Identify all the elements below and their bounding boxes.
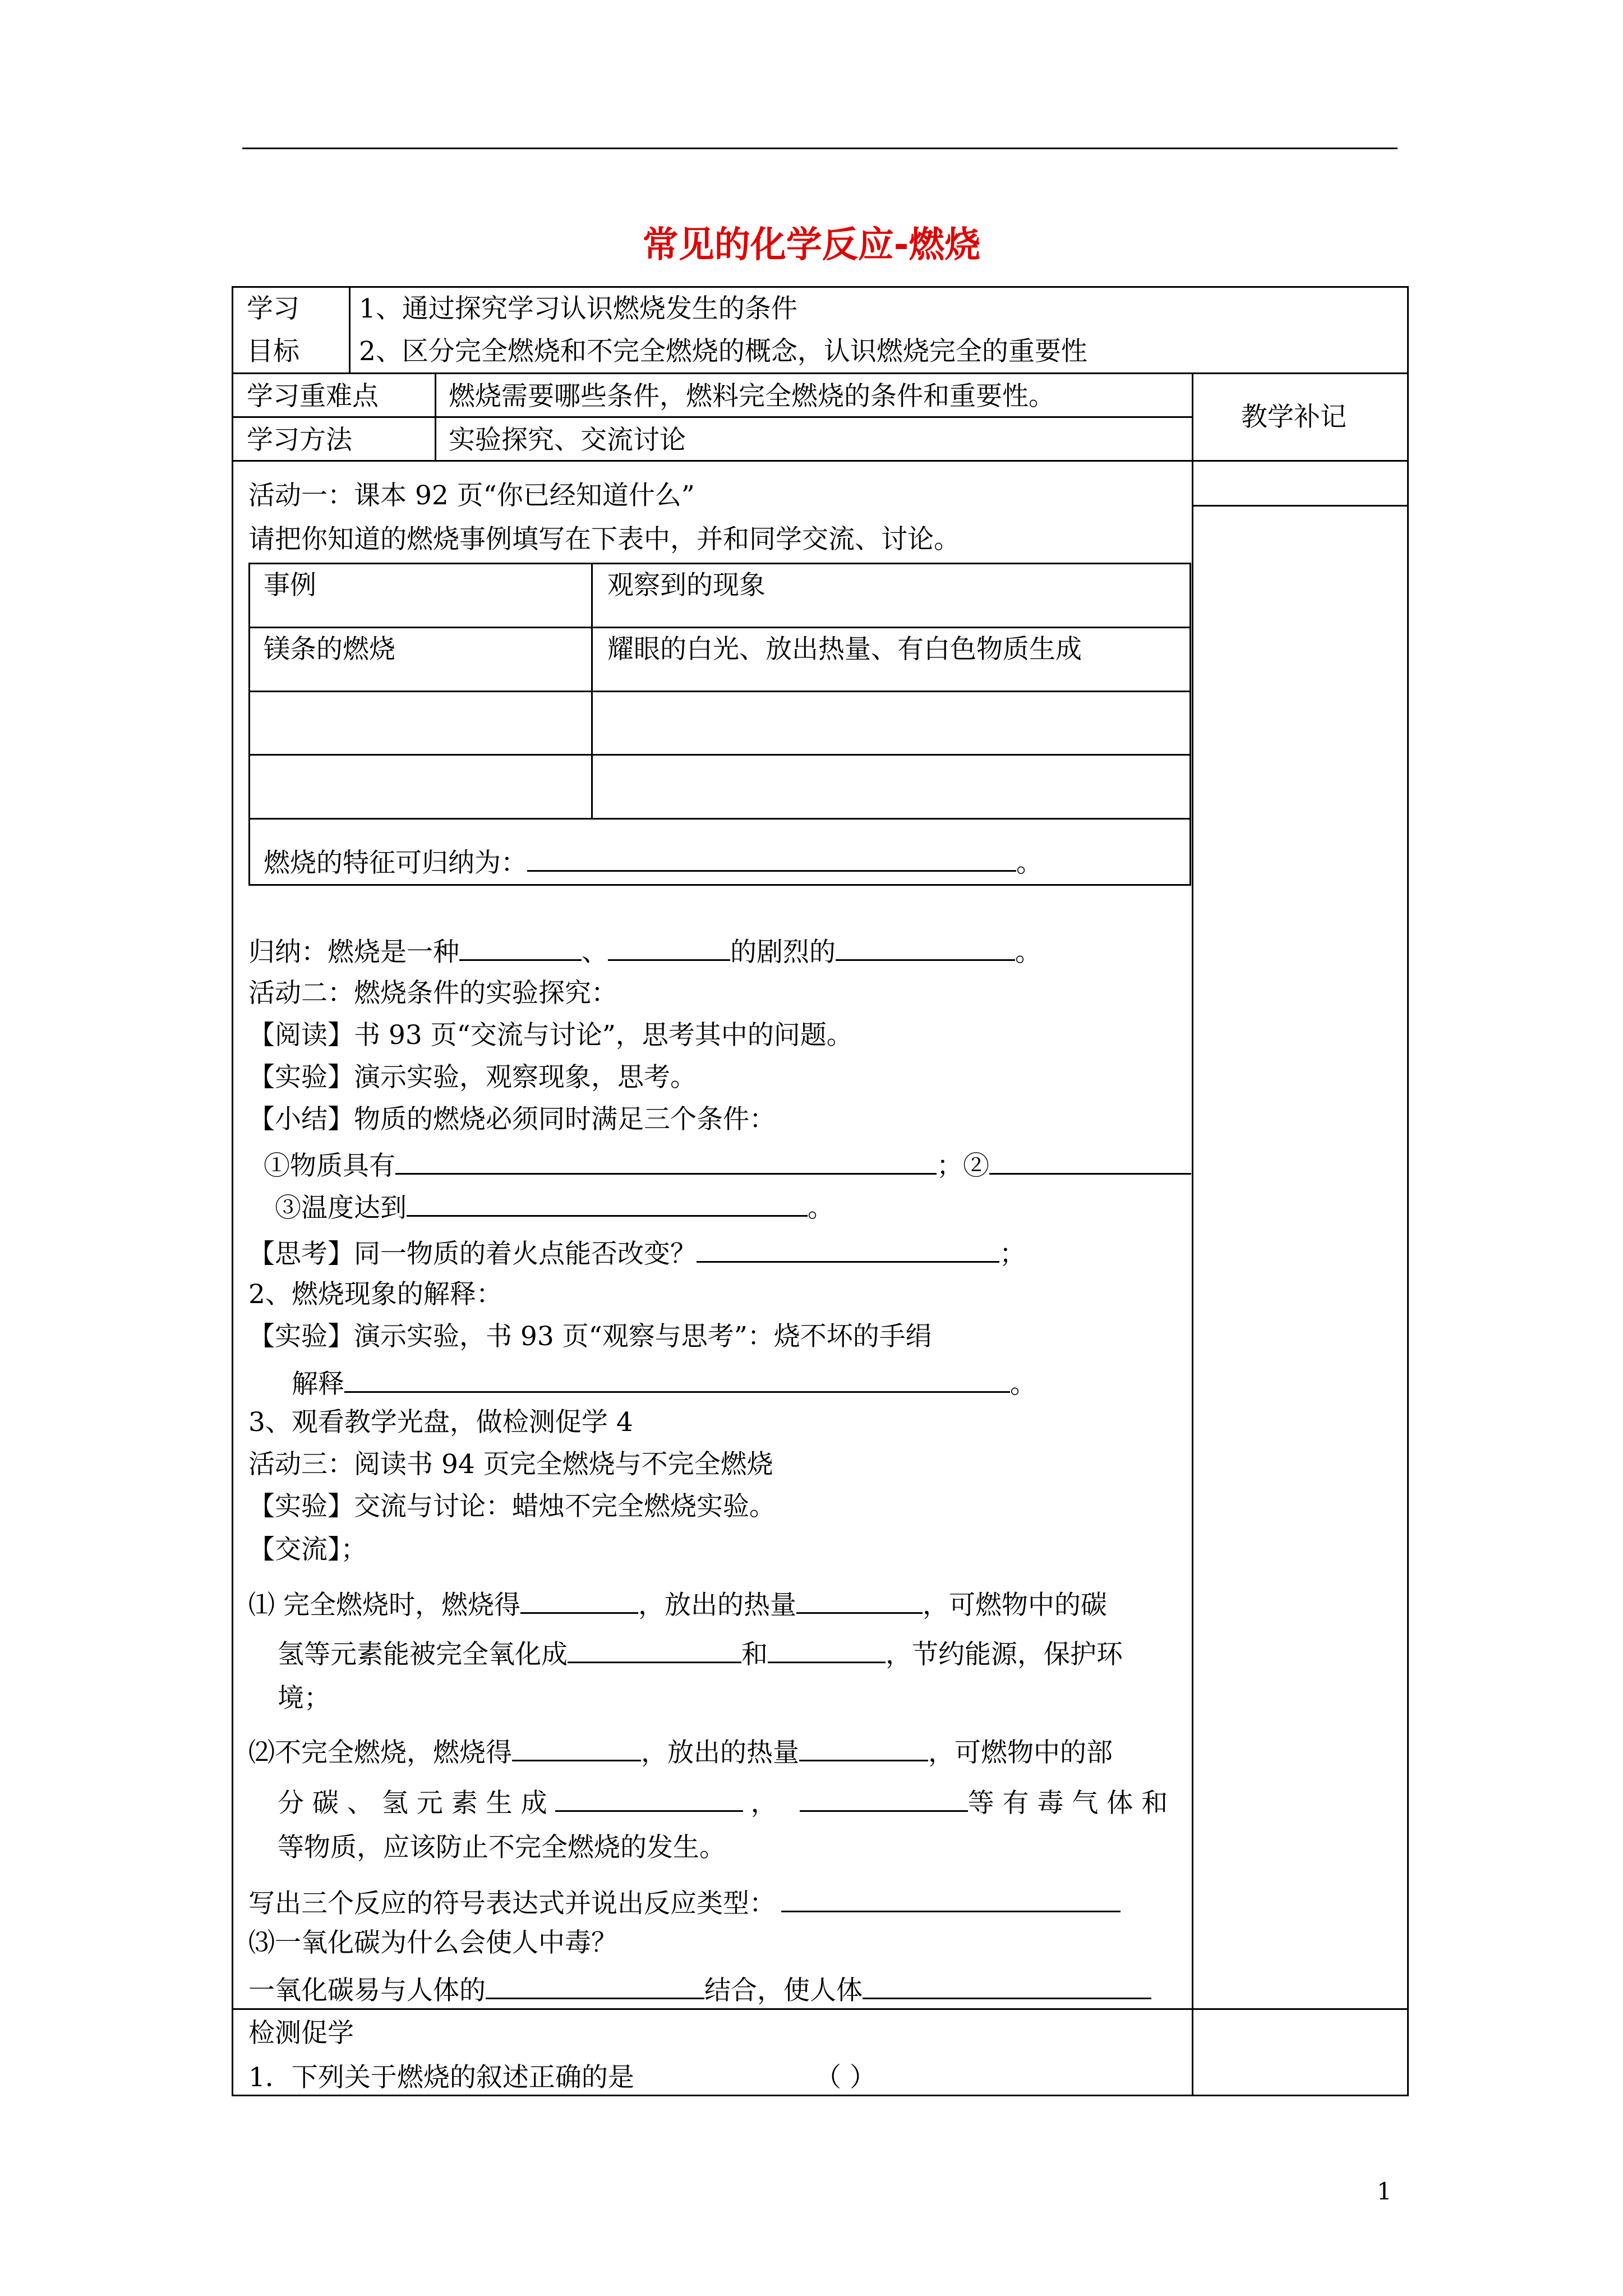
condition-text: ；② (937, 1151, 989, 1181)
key-label: 学习重难点 (247, 381, 379, 412)
p2-text: 等 有 毒 气 体 和 (967, 1788, 1168, 1819)
p2-text: ，放出的热量 (641, 1737, 799, 1768)
inner-row-divider (248, 627, 1191, 628)
feature-blank[interactable] (527, 845, 1016, 872)
think-blank[interactable] (697, 1236, 999, 1263)
p1-blank-1[interactable] (520, 1588, 638, 1614)
co-blank-1[interactable] (486, 1973, 704, 1999)
condition-text: 。 (808, 1193, 834, 1223)
summary-line (248, 935, 1041, 968)
activity2-heading: 活动二：燃烧条件的实验探究： (248, 978, 617, 1009)
section-3: 3、观看教学光盘，做检测促学 4 (248, 1407, 633, 1438)
test-heading: 检测促学 (248, 2018, 354, 2049)
p1-text: ，放出的热量 (638, 1590, 796, 1621)
page-title: 常见的化学反应-燃烧 (642, 224, 981, 266)
table-header-phenomenon: 观察到的现象 (607, 570, 766, 601)
co-blank-2[interactable] (863, 1973, 1151, 1999)
notes-column-divider (1192, 372, 1193, 2096)
experiment-line: 【实验】演示实验，观察现象，思考。 (248, 1062, 697, 1093)
table-border-bottom (232, 2095, 1409, 2096)
write-blank[interactable] (781, 1886, 1121, 1912)
incomplete-combustion-line-1 (248, 1735, 1113, 1766)
experiment-3: 【实验】交流与讨论：蜡烛不完全燃烧实验。 (248, 1491, 776, 1522)
inner-row-divider (248, 754, 1191, 756)
experiment-2: 【实验】演示实验，书 93 页“观察与思考”：烧不坏的手绢 (248, 1321, 932, 1352)
condition-blank-1[interactable] (395, 1148, 937, 1175)
co-question: ⑶一氧化碳为什么会使人中毒？ (248, 1927, 617, 1958)
row-divider (232, 372, 1409, 374)
p2-blank-4[interactable] (800, 1786, 968, 1812)
feature-label: 燃烧的特征可归纳为： (264, 848, 527, 878)
write-text: 写出三个反应的符号表达式并说出反应类型： (248, 1888, 776, 1919)
p1-text: ⑴ 完全燃烧时，燃烧得 (248, 1590, 520, 1621)
activity1-heading: 活动一：课本 92 页“你已经知道什么” (248, 480, 695, 511)
test-question-1-paren: （ ） (815, 2062, 876, 2093)
key-text: 燃烧需要哪些条件，燃料完全燃烧的条件和重要性。 (449, 381, 1055, 412)
write-equations-line (248, 1886, 1121, 1917)
header-rule (242, 148, 1398, 149)
p2-text: ，可燃物中的部 (928, 1737, 1113, 1768)
p2-blank-3[interactable] (555, 1786, 743, 1812)
table-border-left (232, 286, 233, 2096)
read-line: 【阅读】书 93 页“交流与讨论”，思考其中的问题。 (248, 1020, 853, 1051)
inner-row-divider (248, 691, 1191, 692)
row-divider (232, 460, 1409, 462)
row-divider (232, 2008, 1409, 2010)
summary-conditions: 【小结】物质的燃烧必须同时满足三个条件： (248, 1104, 776, 1135)
complete-combustion-line-3: 境； (278, 1683, 330, 1714)
p2-text: ， (750, 1788, 777, 1819)
incomplete-combustion-line-3: 等物质，应该防止不完全燃烧的发生。 (278, 1832, 726, 1863)
p1-text: 和 (741, 1639, 768, 1670)
p1-text: ，节约能源，保护环 (886, 1639, 1123, 1670)
complete-combustion-line-1 (248, 1588, 1107, 1621)
p1-blank-4[interactable] (768, 1637, 886, 1663)
inner-col-divider (591, 563, 593, 819)
goal-2: 2、区分完全燃烧和不完全燃烧的概念，认识燃烧完全的重要性 (359, 336, 1087, 367)
inner-table-border (1189, 563, 1191, 885)
method-label: 学习方法 (247, 425, 352, 455)
condition-text: ①物质具有 (264, 1151, 395, 1181)
explain-text: 。 (1010, 1369, 1036, 1400)
p2-blank-2[interactable] (799, 1735, 928, 1761)
p2-blank-1[interactable] (512, 1735, 641, 1761)
table-border-right (1407, 286, 1409, 2096)
p2-text: 分 碳 、 氢 元 素 生 成 (278, 1788, 547, 1819)
summary-text: 。 (1015, 937, 1041, 968)
p1-text: 氢等元素能被完全氧化成 (278, 1639, 568, 1670)
row-divider (232, 416, 1193, 418)
summary-blank-2[interactable] (608, 935, 730, 961)
p1-blank-3[interactable] (568, 1637, 741, 1663)
table-cell: 镁条的燃烧 (264, 634, 395, 665)
feature-line (264, 845, 1043, 876)
co-text: 结合，使人体 (704, 1975, 863, 2006)
p1-blank-2[interactable] (796, 1588, 923, 1614)
think-text: ； (999, 1239, 1026, 1269)
condition-line-1 (264, 1148, 1191, 1179)
table-border-top (232, 286, 1409, 288)
summary-blank-1[interactable] (459, 935, 582, 961)
table-cell: 耀眼的白光、放出热量、有白色物质生成 (607, 634, 1082, 665)
test-question-1: 1．下列关于燃烧的叙述正确的是 (248, 2062, 634, 2093)
summary-text: 、 (582, 937, 608, 968)
p1-text: ，可燃物中的碳 (922, 1590, 1107, 1621)
feature-end: 。 (1016, 848, 1043, 878)
inner-table-border (248, 563, 250, 885)
inner-row-divider (248, 818, 1191, 820)
goal-1: 1、通过探究学习认识燃烧发生的条件 (359, 293, 797, 324)
complete-combustion-line-2 (278, 1637, 1123, 1668)
goal-label-divider (349, 286, 351, 374)
summary-text: 的剧烈的 (730, 937, 836, 968)
explain-blank[interactable] (344, 1366, 1010, 1393)
label-divider (435, 372, 436, 461)
co-text: 一氧化碳易与人体的 (248, 1975, 486, 2006)
activity3-heading: 活动三：阅读书 94 页完全燃烧与不完全燃烧 (248, 1449, 773, 1480)
condition-blank-3[interactable] (407, 1190, 808, 1217)
inner-table-border (248, 884, 1191, 886)
activity1-prompt: 请把你知道的燃烧事例填写在下表中，并和同学交流、讨论。 (248, 524, 960, 555)
think-text: 【思考】同一物质的着火点能否改变？ (248, 1239, 697, 1269)
page-number: 1 (1377, 2178, 1392, 2205)
condition-blank-2[interactable] (989, 1148, 1191, 1175)
p2-text: ⑵不完全燃烧，燃烧得 (248, 1737, 512, 1768)
goal-label-2: 目标 (247, 336, 299, 367)
inner-table-border (248, 563, 1191, 564)
notes-label: 教学补记 (1241, 402, 1347, 432)
co-answer-line (248, 1973, 1151, 2004)
exchange-label: 【交流】； (248, 1534, 367, 1565)
table-header-example: 事例 (264, 570, 316, 601)
explain-text: 解释 (292, 1369, 344, 1400)
explain-line (292, 1366, 1036, 1400)
goal-label-1: 学习 (247, 293, 299, 324)
incomplete-combustion-line-2 (278, 1786, 1168, 1819)
condition-text: ③温度达到 (275, 1193, 407, 1223)
section-2: 2、燃烧现象的解释： (248, 1279, 502, 1310)
think-line (248, 1236, 1026, 1267)
method-text: 实验探究、交流讨论 (449, 425, 686, 455)
summary-blank-3[interactable] (836, 935, 1015, 961)
condition-line-3 (275, 1190, 834, 1221)
notes-row-divider (1192, 505, 1408, 507)
summary-text: 归纳：燃烧是一种 (248, 937, 459, 968)
